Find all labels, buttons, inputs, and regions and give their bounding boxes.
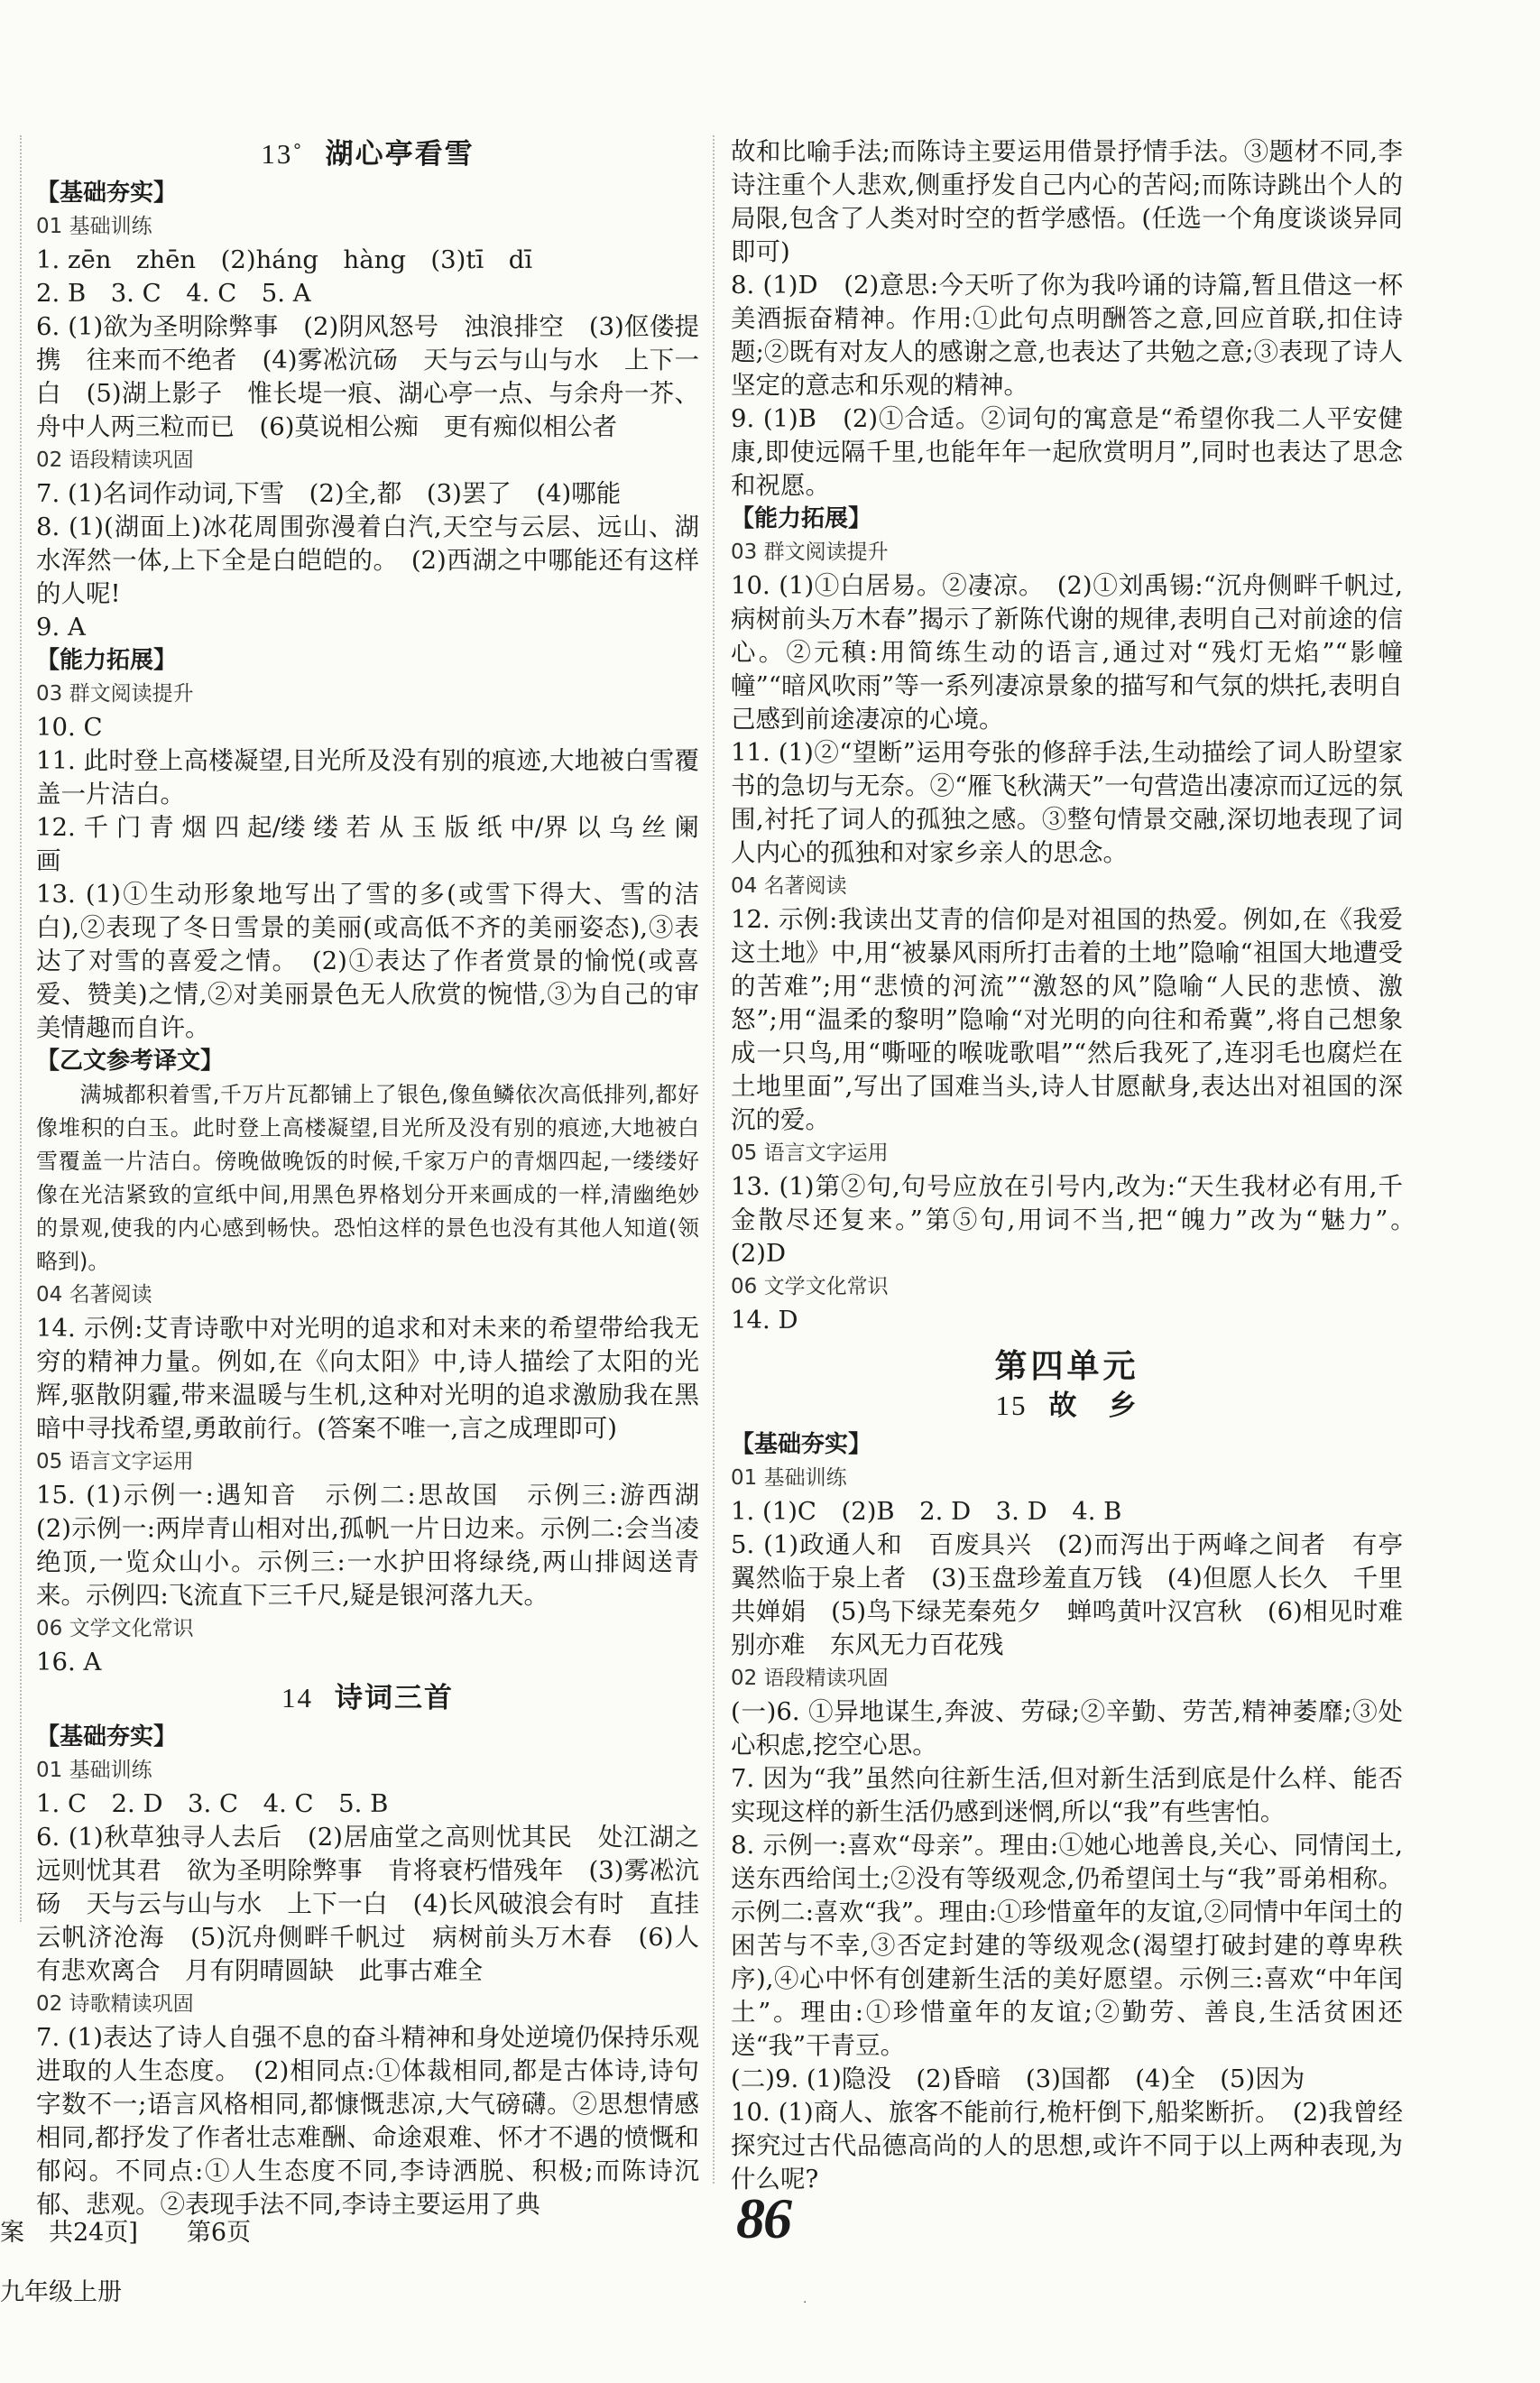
l13-answer-2-5: 2. B 3. C 4. C 5. A bbox=[36, 279, 311, 308]
subsection-04: 04 名著阅读 bbox=[36, 1283, 152, 1307]
l14-subsection-04: 04 名著阅读 bbox=[731, 874, 847, 898]
section-ability-header: 【能力拓展】 bbox=[36, 647, 178, 674]
l15-answer-1-4: 1. (1)C (2)B 2. D 3. D 4. B bbox=[731, 1497, 1122, 1526]
footer-page-info: 案 共24页] 第6页 bbox=[0, 2219, 252, 2247]
l14-subsection-02: 02 诗歌精读巩固 bbox=[36, 1992, 194, 2016]
l13-answer-8: 8. (1)(湖面上)冰花周围弥漫着白汽,天空与云层、远山、湖水浑然一体,上下全是白皑皑的。 (2)西湖之中哪能还有这样的人呢! bbox=[36, 513, 699, 608]
unit-title: 第四单元 bbox=[994, 1347, 1139, 1385]
l15-answer-7: 7. 因为“我”虽然向往新生活,但对新生活到底是什么样、能否实现这样的新生活仍感到迷惘,所以“我”有些害怕。 bbox=[731, 1764, 1403, 1826]
l15-answer-10: 10. (1)商人、旅客不能前行,桅杆倒下,船桨断折。 (2)我曾经探究过古代品德高尚的人的思想,或许不同于以上两种表现,为什么呢? bbox=[731, 2098, 1403, 2194]
l15-subsection-01: 01 基础训练 bbox=[731, 1466, 847, 1490]
l14-subsection-03: 03 群文阅读提升 bbox=[731, 540, 889, 564]
page-number: 86 bbox=[736, 2186, 790, 2250]
lesson-14-title bbox=[36, 1681, 699, 1715]
l14-basic-header: 【基础夯实】 bbox=[36, 1723, 178, 1750]
l14-subsection-05: 05 语言文字运用 bbox=[731, 1141, 889, 1165]
l14-answer-8: 8. (1)D (2)意思:今天听了你为我吟诵的诗篇,暂且借这一杯美酒振奋精神。作用:①此句点明酬答之意,回应首联,扣住诗题;②既有对友人的感谢之意,也表达了共勉之意;③表现了诗人坚定的意志和乐观的精神。 bbox=[731, 271, 1403, 400]
l14-answer-10: 10. (1)①白居易。②凄凉。 (2)①刘禹锡:“沉舟侧畔千帆过,病树前头万木春”揭示了新陈代谢的规律,表明自己对前途的信心。②元稹:用简练生动的语言,通过对“残灯无焰”“影幢幢”“暗风吹雨”等一系列凄凉景象的描写和气氛的烘托,表明自己感到前途凄凉的心境。 bbox=[731, 571, 1403, 734]
lesson-15-number: 15 bbox=[995, 1390, 1028, 1421]
left-column bbox=[36, 135, 724, 2221]
translation-body: 满城都积着雪,千万片瓦都铺上了银色,像鱼鳞依次高低排列,都好像堆积的白玉。此时登上高楼凝望,目光所及没有别的痕迹,大地被白雪覆盖一片洁白。傍晚做晚饭的时候,千家万户的青烟四起,一缕缕好像在光洁紧致的宣纸中间,用黑色界格划分开来画成的一样,清幽绝妙的景观,使我的内心感到畅快。恐怕这样的景色也没有其他人知道(领略到)。 bbox=[36, 1082, 699, 1274]
l14-answer-14: 14. D bbox=[731, 1306, 798, 1335]
l14-answer-12: 12. 示例:我读出艾青的信仰是对祖国的热爱。例如,在《我爱这土地》中,用“被暴风雨所打击着的土地”隐喻“祖国大地遭受的苦难”;用“悲愤的河流”“激怒的风”隐喻“人民的悲愤、激怒”;用“温柔的黎明”隐喻“对光明的向往和希冀”,将自己想象成一只鸟,用“嘶哑的喉咙歌唱”“然后我死了,连羽毛也腐烂在土地里面”,写出了国难当头,诗人甘愿献身,表达出对祖国的深沉的爱。 bbox=[731, 905, 1403, 1134]
l14-answer-7: 7. (1)表达了诗人自强不息的奋斗精神和身处逆境仍保持乐观进取的人生态度。 (2)相同点:①体裁相同,都是古体诗,诗句字数不一;语言风格相同,都慷慨悲凉,大气磅礴。②思想情感相同,都抒发了作者壮志难酬、命途艰难、怀才不遇的愤慨和郁闷。不同点:①人生态度不同,李诗洒脱、积极;而陈诗沉郁、悲观。②表现手法不同,李诗主要运用了典 bbox=[36, 2023, 699, 2219]
subsection-03: 03 群文阅读提升 bbox=[36, 682, 194, 706]
l14-answer-11: 11. (1)②“望断”运用夸张的修辞手法,生动描绘了词人盼望家书的急切与无奈。②“雁飞秋满天”一句营造出凄凉而辽远的氛围,衬托了词人的孤独之感。③整句情景交融,深切地表现了词人内心的孤独和对家乡亲人的思念。 bbox=[731, 738, 1403, 867]
l13-answer-11: 11. 此时登上高楼凝望,目光所及没有别的痕迹,大地被白雪覆盖一片洁白。 bbox=[36, 746, 699, 808]
l14-answer-13: 13. (1)第②句,句号应放在引号内,改为:“天生我材必有用,千金散尽还复来。”第⑤句,用词不当,把“魄力”改为“魅力”。 (2)D bbox=[731, 1172, 1428, 1268]
lesson-13-number: 13˚ bbox=[261, 138, 304, 170]
l13-answer-16: 16. A bbox=[36, 1648, 102, 1676]
l13-answer-7: 7. (1)名词作动词,下雪 (2)全,都 (3)罢了 (4)哪能 bbox=[36, 479, 622, 508]
l14-subsection-06: 06 文学文化常识 bbox=[731, 1275, 889, 1298]
l13-answer-14: 14. 示例:艾青诗歌中对光明的追求和对未来的希望带给我无穷的精神力量。例如,在《向太阳》中,诗人描绘了太阳的光辉,驱散阴霾,带来温暖与生机,这种对光明的追求激励我在黑暗中寻找希望,勇敢前行。(答案不唯一,言之成理即可) bbox=[36, 1314, 699, 1443]
subsection-05: 05 语言文字运用 bbox=[36, 1450, 194, 1473]
lesson-14-name: 诗词三首 bbox=[335, 1682, 454, 1714]
lesson-13-title bbox=[36, 137, 699, 171]
lesson-15-name: 故 乡 bbox=[1048, 1390, 1139, 1422]
l14-subsection-01: 01 基础训练 bbox=[36, 1759, 152, 1782]
lesson-13-name: 湖心亭看雪 bbox=[325, 138, 475, 171]
subsection-01: 01 基础训练 bbox=[36, 215, 152, 238]
column-divider bbox=[713, 135, 715, 2184]
subsection-06: 06 文学文化常识 bbox=[36, 1617, 194, 1640]
translation-header: 【乙文参考译文】 bbox=[36, 1048, 225, 1075]
l13-answer-9: 9. A bbox=[36, 613, 86, 642]
l13-answer-10: 10. C bbox=[36, 713, 103, 742]
l13-answer-13: 13. (1)①生动形象地写出了雪的多(或雪下得大、雪的洁白),②表现了冬日雪景的美丽(或高低不齐的美丽姿态),③表达了对雪的喜爱之情。 (2)①表达了作者赏景的愉悦(或喜爱、赞美)之情,②对美丽景色无人欣赏的惋惜,③为自己的审美情趣而自许。 bbox=[36, 880, 699, 1042]
subsection-02: 02 语段精读巩固 bbox=[36, 448, 194, 472]
l15-answer-8: 8. 示例一:喜欢“母亲”。理由:①她心地善良,关心、同情闰土,送东西给闰土;②没有等级观念,仍希望闰土与“我”哥弟相称。示例二:喜欢“我”。理由:①珍惜童年的友谊,②同情中年闰土的困苦与不幸,③否定封建的等级观念(渴望打破封建的尊卑秩序),④心中怀有创建新生活的美好愿望。示例三:喜欢“中年闰土”。理由:①珍惜童年的友谊;②勤劳、善良,生活贫困还送“我”干青豆。 bbox=[731, 1831, 1403, 2060]
l13-answer-6: 6. (1)欲为圣明除弊事 (2)阴风怒号 浊浪排空 (3)伛偻提携 往来而不绝者 (4)雾凇沆砀 天与云与山与水 上下一白 (5)湖上影子 惟长堤一痕、湖心亭一点、与余舟一芥、舟中人两三粒而已 (6)莫说相公痴 更有痴似相公者 bbox=[36, 312, 699, 441]
l15-answer-5: 5. (1)政通人和 百废具兴 (2)而泻出于两峰之间者 有亭翼然临于泉上者 (3)玉盘珍羞直万钱 (4)但愿人长久 千里共婵娟 (5)鸟下绿芜秦苑夕 蝉鸣黄叶汉宫秋 (6)相见时难别亦难 东风无力百花残 bbox=[731, 1530, 1403, 1659]
footer-grade-label: 九年级上册 bbox=[0, 2278, 122, 2306]
l15-answer-9: (二)9. (1)隐没 (2)昏暗 (3)国都 (4)全 (5)因为 bbox=[731, 2064, 1305, 2093]
translation-text bbox=[36, 1078, 699, 1279]
l15-answer-6: (一)6. ①异地谋生,奔波、劳碌;②辛勤、劳苦,精神萎靡;③处心积虑,挖空心思。 bbox=[731, 1697, 1403, 1760]
right-column bbox=[731, 135, 1428, 2196]
l14-answer-7-continued: 故和比喻手法;而陈诗主要运用借景抒情手法。③题材不同,李诗注重个人悲欢,侧重抒发自己内心的苦闷;而陈诗跳出个人的局限,包含了人类对时空的哲学感悟。(任选一个角度谈谈异同即可) bbox=[731, 137, 1403, 266]
l14-ability-header: 【能力拓展】 bbox=[731, 505, 872, 532]
lesson-14-number: 14 bbox=[281, 1682, 313, 1713]
l14-answer-1-5: 1. C 2. D 3. C 4. C 5. B bbox=[36, 1789, 389, 1818]
left-margin-rule bbox=[20, 135, 22, 1922]
l13-answer-12: 12. 千 门 青 烟 四 起/缕 缕 若 从 玉 版 纸 中/界 以 乌 丝 阑 画 bbox=[36, 813, 699, 875]
l15-subsection-02: 02 语段精读巩固 bbox=[731, 1667, 889, 1690]
l13-answer-1: 1. zēn zhēn (2)háng hàng (3)tī dī bbox=[36, 245, 533, 274]
section-basic-header: 【基础夯实】 bbox=[36, 180, 178, 207]
l15-basic-header: 【基础夯实】 bbox=[731, 1431, 872, 1458]
l14-answer-9: 9. (1)B (2)①合适。②词句的寓意是“希望你我二人平安健康,即使远隔千里,也能年年一起欣赏明月”,同时也表达了思念和祝愿。 bbox=[731, 404, 1403, 500]
lesson-15-title bbox=[731, 1389, 1403, 1423]
l13-answer-15: 15. (1)示例一:遇知音 示例二:思故国 示例三:游西湖 (2)示例一:两岸青山相对出,孤帆一片日边来。示例二:会当凌绝顶,一览众山小。示例三:一水护田将绿绕,两山排闼送青来。示例四:飞流直下三千尺,疑是银河落九天。 bbox=[36, 1481, 724, 1610]
footer-dot: . bbox=[803, 2292, 807, 2306]
l14-answer-6: 6. (1)秋草独寻人去后 (2)居庙堂之高则忧其民 处江湖之远则忧其君 欲为圣明除弊事 肯将衰朽惜残年 (3)雾凇沆砀 天与云与山与水 上下一白 (4)长风破浪会有时 直挂云帆济沧海 (5)沉舟侧畔千帆过 病树前头万木春 (6)人有悲欢离合 月有阴晴圆缺 此事古难全 bbox=[36, 1823, 699, 1985]
